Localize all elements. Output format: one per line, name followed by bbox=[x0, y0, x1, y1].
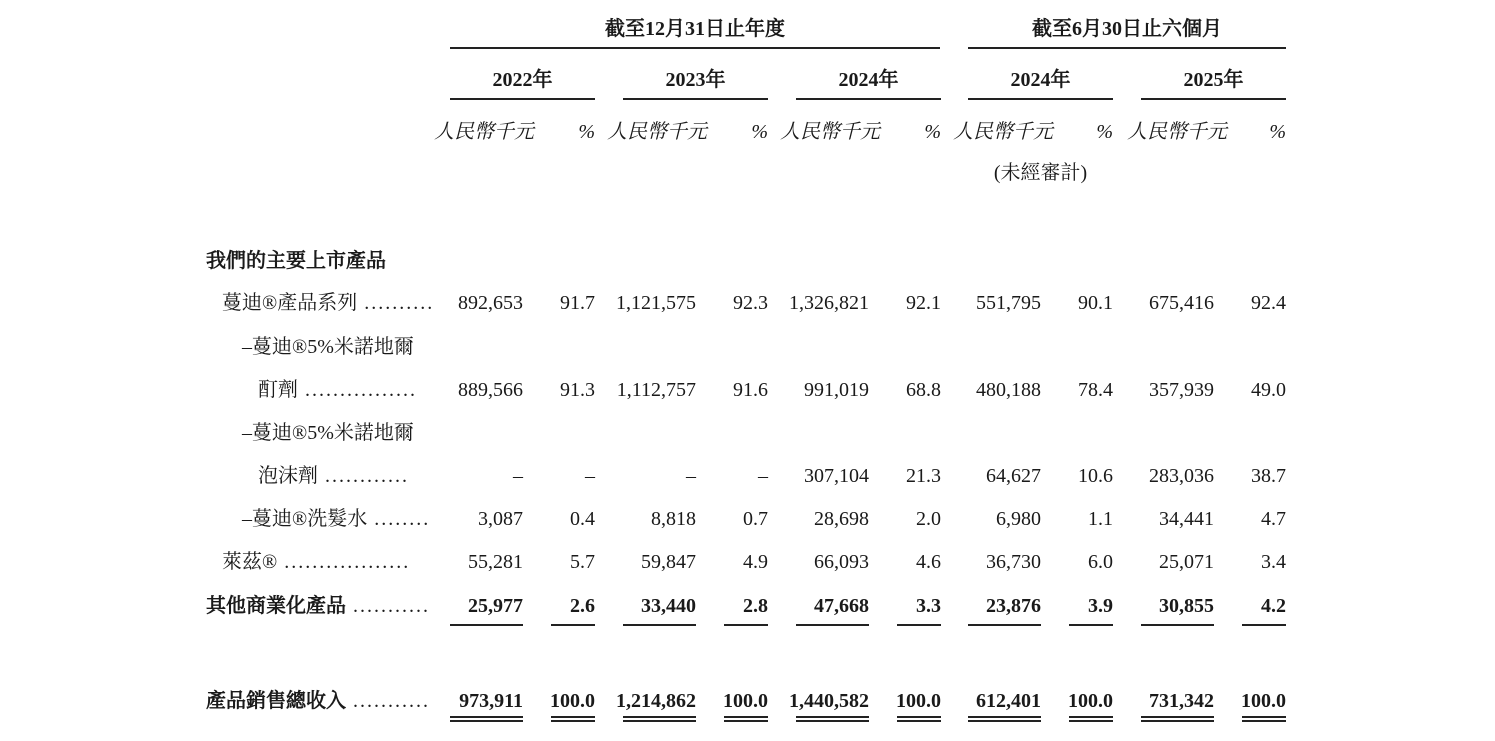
unaudited-note: (未經審計) bbox=[993, 162, 1088, 184]
total-double-rule bbox=[1141, 716, 1214, 722]
amount-cell: 973,911 bbox=[459, 690, 523, 712]
amount-cell: 1,326,821 bbox=[789, 292, 869, 314]
percent-cell: 2.0 bbox=[916, 508, 941, 530]
row-label bbox=[242, 421, 414, 445]
percent-cell: 10.6 bbox=[1078, 465, 1113, 487]
row-label-text: 泡沫劑 bbox=[258, 465, 318, 487]
amount-cell: 889,566 bbox=[458, 379, 523, 401]
amount-cell: 6,980 bbox=[996, 508, 1041, 530]
total-double-rule bbox=[968, 716, 1041, 722]
subtotal-rule bbox=[1069, 624, 1113, 626]
percent-cell: 49.0 bbox=[1251, 379, 1286, 401]
total-double-rule bbox=[1242, 716, 1286, 722]
unit-rmb: 人民幣千元 bbox=[953, 121, 1053, 143]
subtotal-rule bbox=[724, 624, 768, 626]
leader-dots: .......... bbox=[357, 292, 435, 314]
subtotal-rule bbox=[968, 624, 1041, 626]
amount-cell: 23,876 bbox=[986, 595, 1041, 617]
amount-cell: 30,855 bbox=[1159, 595, 1214, 617]
year-header-2024-h1: 2024年 bbox=[1010, 69, 1071, 91]
amount-cell: 1,214,862 bbox=[616, 690, 696, 712]
percent-cell: 90.1 bbox=[1078, 292, 1113, 314]
subtotal-rule bbox=[623, 624, 696, 626]
percent-cell: 3.9 bbox=[1088, 595, 1113, 617]
percent-cell: 2.8 bbox=[743, 595, 768, 617]
total-double-rule bbox=[724, 716, 768, 722]
percent-cell: 0.7 bbox=[743, 508, 768, 530]
amount-cell: 33,440 bbox=[641, 595, 696, 617]
amount-cell: 55,281 bbox=[468, 551, 523, 573]
total-double-rule bbox=[1069, 716, 1113, 722]
percent-cell: 6.0 bbox=[1088, 551, 1113, 573]
subtotal-rule bbox=[796, 624, 869, 626]
percent-cell: 68.8 bbox=[906, 379, 941, 401]
amount-cell: 64,627 bbox=[986, 465, 1041, 487]
percent-cell: 92.3 bbox=[733, 292, 768, 314]
unit-pct: % bbox=[578, 121, 595, 143]
percent-cell: – bbox=[758, 465, 768, 487]
amount-cell: – bbox=[686, 465, 696, 487]
percent-cell: 38.7 bbox=[1251, 465, 1286, 487]
unit-rmb: 人民幣千元 bbox=[1127, 121, 1227, 143]
percent-cell: 100.0 bbox=[1068, 690, 1113, 712]
total-double-rule bbox=[796, 716, 869, 722]
row-label-text: –蔓迪®5%米諾地爾 bbox=[242, 336, 414, 358]
amount-cell: 36,730 bbox=[986, 551, 1041, 573]
percent-cell: 2.6 bbox=[570, 595, 595, 617]
percent-cell: – bbox=[585, 465, 595, 487]
row-label-text: 酊劑 bbox=[258, 379, 298, 401]
percent-cell: 78.4 bbox=[1078, 379, 1113, 401]
row-label-text: 其他商業化產品 bbox=[206, 595, 346, 617]
percent-cell: 100.0 bbox=[1241, 690, 1286, 712]
percent-cell: 91.6 bbox=[733, 379, 768, 401]
total-double-rule bbox=[450, 716, 523, 722]
amount-cell: 28,698 bbox=[814, 508, 869, 530]
row-label-text: –蔓迪®5%米諾地爾 bbox=[242, 422, 414, 444]
percent-cell: 4.7 bbox=[1261, 508, 1286, 530]
year-rule bbox=[450, 98, 595, 100]
percent-cell: 5.7 bbox=[570, 551, 595, 573]
section-title: 我們的主要上市產品 bbox=[206, 250, 386, 272]
percent-cell: 4.2 bbox=[1261, 595, 1286, 617]
amount-cell: 1,121,575 bbox=[616, 292, 696, 314]
row-label bbox=[242, 335, 414, 359]
unit-rmb: 人民幣千元 bbox=[434, 121, 534, 143]
percent-cell: 3.4 bbox=[1261, 551, 1286, 573]
percent-cell: 100.0 bbox=[723, 690, 768, 712]
amount-cell: 8,818 bbox=[651, 508, 696, 530]
amount-cell: 612,401 bbox=[976, 690, 1041, 712]
amount-cell: 283,036 bbox=[1149, 465, 1214, 487]
unit-pct: % bbox=[751, 121, 768, 143]
total-double-rule bbox=[623, 716, 696, 722]
amount-cell: 25,977 bbox=[468, 595, 523, 617]
amount-cell: 1,112,757 bbox=[616, 379, 696, 401]
leader-dots: ................ bbox=[298, 379, 417, 401]
subtotal-rule bbox=[1141, 624, 1214, 626]
percent-cell: 92.1 bbox=[906, 292, 941, 314]
amount-cell: 59,847 bbox=[641, 551, 696, 573]
subtotal-rule bbox=[1242, 624, 1286, 626]
year-header-2024: 2024年 bbox=[838, 69, 899, 91]
percent-cell: 1.1 bbox=[1088, 508, 1113, 530]
percent-cell: 100.0 bbox=[550, 690, 595, 712]
unit-pct: % bbox=[1096, 121, 1113, 143]
amount-cell: 731,342 bbox=[1149, 690, 1214, 712]
unit-pct: % bbox=[1269, 121, 1286, 143]
subtotal-rule bbox=[551, 624, 595, 626]
percent-cell: 91.3 bbox=[560, 379, 595, 401]
percent-cell: 21.3 bbox=[906, 465, 941, 487]
subtotal-rule bbox=[897, 624, 941, 626]
leader-dots: ........... bbox=[346, 595, 430, 617]
year-header-2025-h1: 2025年 bbox=[1183, 69, 1244, 91]
row-label-text: 蔓迪®產品系列 bbox=[222, 292, 358, 314]
amount-cell: 34,441 bbox=[1159, 508, 1214, 530]
amount-cell: 675,416 bbox=[1149, 292, 1214, 314]
percent-cell: 100.0 bbox=[896, 690, 941, 712]
unit-rmb: 人民幣千元 bbox=[607, 121, 707, 143]
leader-dots: ........... bbox=[346, 690, 430, 712]
amount-cell: 991,019 bbox=[804, 379, 869, 401]
subtotal-rule bbox=[450, 624, 523, 626]
amount-cell: 25,071 bbox=[1159, 551, 1214, 573]
year-header-2022: 2022年 bbox=[492, 69, 553, 91]
leader-dots: .................. bbox=[277, 551, 411, 573]
group-rule-six-months bbox=[968, 47, 1286, 49]
amount-cell: 3,087 bbox=[478, 508, 523, 530]
unit-pct: % bbox=[924, 121, 941, 143]
group-header-full-year: 截至12月31日止年度 bbox=[605, 18, 785, 40]
year-header-2023: 2023年 bbox=[665, 69, 726, 91]
year-rule bbox=[796, 98, 941, 100]
amount-cell: 480,188 bbox=[976, 379, 1041, 401]
amount-cell: 307,104 bbox=[804, 465, 869, 487]
total-double-rule bbox=[897, 716, 941, 722]
row-label-text: –蔓迪®洗髮水 bbox=[242, 508, 368, 530]
year-rule bbox=[1141, 98, 1286, 100]
amount-cell: 551,795 bbox=[976, 292, 1041, 314]
percent-cell: 92.4 bbox=[1251, 292, 1286, 314]
amount-cell: 892,653 bbox=[458, 292, 523, 314]
percent-cell: 91.7 bbox=[560, 292, 595, 314]
total-double-rule bbox=[551, 716, 595, 722]
unit-rmb: 人民幣千元 bbox=[780, 121, 880, 143]
amount-cell: 1,440,582 bbox=[789, 690, 869, 712]
percent-cell: 3.3 bbox=[916, 595, 941, 617]
amount-cell: 47,668 bbox=[814, 595, 869, 617]
percent-cell: 4.9 bbox=[743, 551, 768, 573]
row-label-text: 產品銷售總收入 bbox=[206, 690, 346, 712]
leader-dots: ........ bbox=[367, 508, 431, 530]
percent-cell: 4.6 bbox=[916, 551, 941, 573]
year-rule bbox=[968, 98, 1113, 100]
amount-cell: – bbox=[513, 465, 523, 487]
percent-cell: 0.4 bbox=[570, 508, 595, 530]
amount-cell: 66,093 bbox=[814, 551, 869, 573]
group-rule-full-year bbox=[450, 47, 940, 49]
row-label-text: 萊茲® bbox=[222, 551, 278, 573]
year-rule bbox=[623, 98, 768, 100]
leader-dots: ............ bbox=[318, 465, 409, 487]
group-header-six-months: 截至6月30日止六個月 bbox=[1032, 18, 1222, 40]
row-label bbox=[222, 550, 410, 574]
amount-cell: 357,939 bbox=[1149, 379, 1214, 401]
